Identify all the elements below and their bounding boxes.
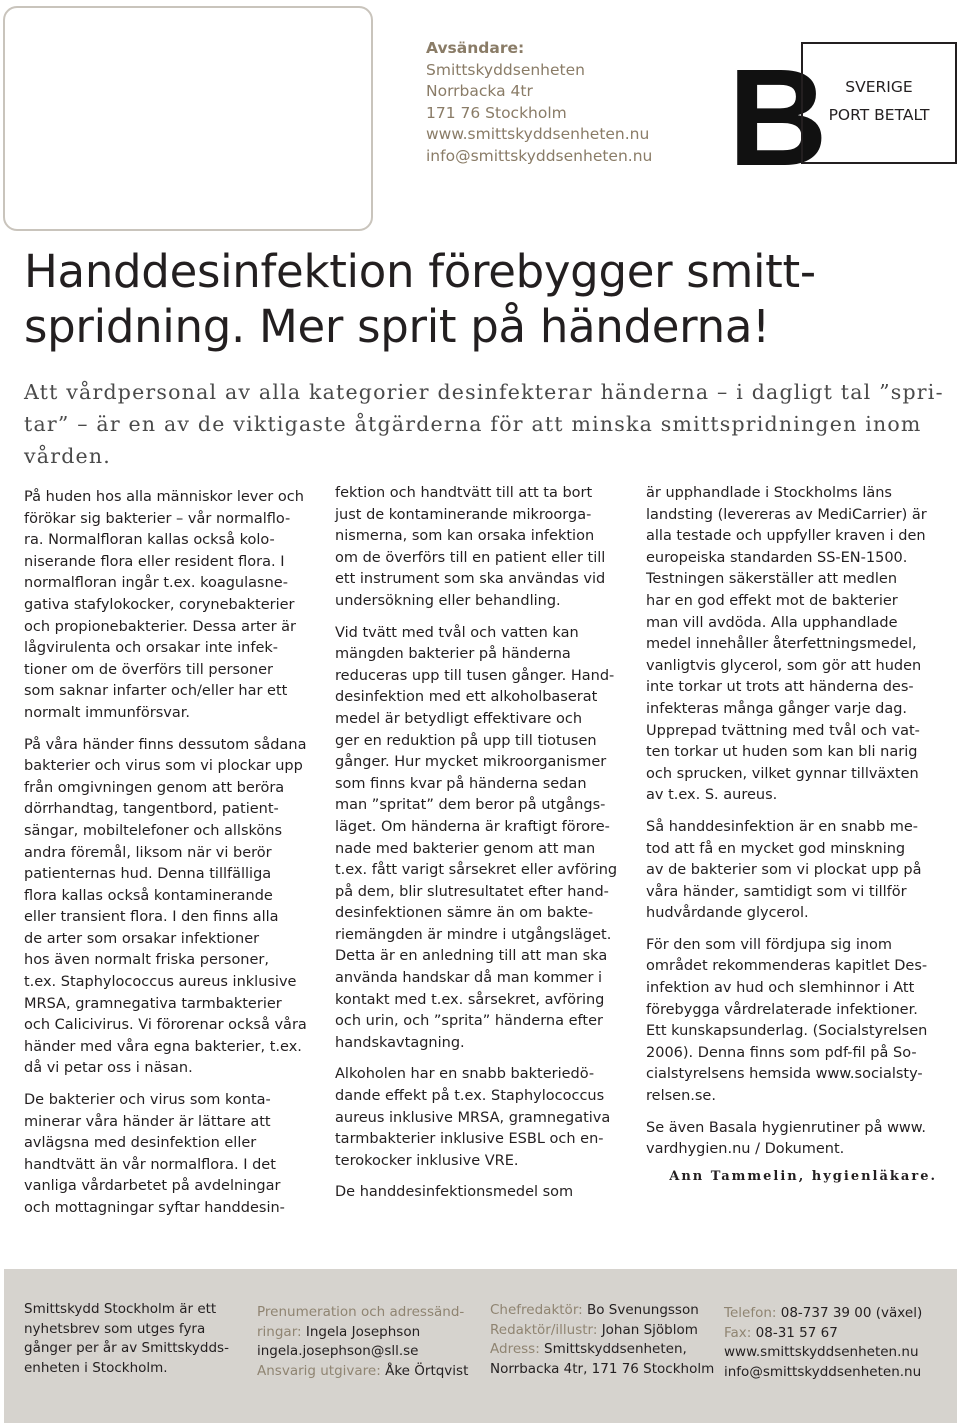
footer-about-line: Smittskydd Stockholm är ett: [24, 1301, 217, 1317]
editor-label: Redaktör/illustr:: [490, 1321, 598, 1338]
text-line: från omgivningen genom att beröra: [24, 779, 285, 796]
text-line: Alkoholen har en snabb bakteriedö-: [335, 1066, 595, 1083]
text-line: kontakt med t.ex. sårsekret, avföring: [335, 991, 605, 1008]
subscription-email[interactable]: ingela.josephson@sll.se: [257, 1343, 419, 1359]
text-line: och Calicivirus. Vi förorenar också våra: [24, 1017, 307, 1034]
footer-about-line: enheten i Stockholm.: [24, 1359, 168, 1376]
postage-paid: PORT BETALT: [828, 106, 930, 124]
address-label-box: [3, 6, 373, 231]
text-line: Upprepad tvättning med tvål och vat-: [646, 722, 920, 739]
text-line: handskavtagning.: [335, 1034, 465, 1051]
text-line: av t.ex. S. aureus.: [646, 787, 778, 804]
text-line: tioner om de överförs till personer: [24, 661, 274, 678]
paragraph-gap: [335, 613, 617, 623]
text-line: de arter som orsakar infektioner: [24, 930, 260, 947]
text-line: om de överförs till en patient eller till: [335, 549, 606, 566]
text-line: andra föremål, liksom när vi berör: [24, 844, 272, 861]
paragraph-gap: [24, 1080, 307, 1090]
chief-editor-name: Bo Svenungsson: [586, 1302, 699, 1318]
footer-about: [24, 1300, 229, 1378]
text-line: av de bakterier som vi plockat upp på: [646, 862, 922, 879]
text-line: tod att få en mycket god minskning: [646, 840, 906, 857]
footer-editors: [490, 1301, 714, 1379]
phone-number: 08-737 39 00 (växel): [780, 1305, 923, 1321]
lead-line: vården.: [24, 444, 111, 468]
text-line: ten torkar ut huden som kan bli narig: [646, 744, 918, 761]
text-line: nismerna, som kan orsaka infektion: [335, 528, 595, 545]
text-line: Så handdesinfektion är en snabb me-: [646, 818, 918, 835]
text-line: händer med våra egna bakterier, t.ex.: [24, 1038, 302, 1055]
text-line: som finns kvar på händerna sedan: [335, 775, 587, 792]
text-line: inte torkar ut trots att händerna des-: [646, 679, 914, 696]
paragraph: [24, 735, 307, 1081]
text-line: nade med bakterier genom att man: [335, 840, 596, 857]
sender-heading: Avsändare:: [426, 39, 525, 57]
text-line: t.ex. fått varigt sårsekret eller avföring: [335, 862, 618, 879]
text-line: aureus inklusive MRSA, gramnegativa: [335, 1109, 611, 1126]
author-signature: Ann Tammelin, hygienläkare.: [669, 1169, 937, 1184]
headline-line: Handdesinfektion förebygger smitt-: [24, 245, 816, 298]
sender-line: 171 76 Stockholm: [426, 103, 567, 122]
text-line: Detta är en anledning till att man ska: [335, 948, 608, 965]
address-line: Smittskyddsenheten,: [544, 1341, 687, 1357]
paragraph: [646, 817, 927, 925]
text-line: medel innehåller återfettningsmedel,: [646, 636, 917, 653]
text-line: niserande flora eller resident flora. I: [24, 553, 285, 570]
paragraph: [24, 1090, 307, 1220]
text-line: och urin, och ”sprita” händerna efter: [335, 1013, 603, 1030]
chief-editor-label: Chefredaktör:: [490, 1302, 583, 1318]
text-line: De bakterier och virus som konta-: [24, 1092, 271, 1109]
text-line: normalt immunförsvar.: [24, 704, 190, 721]
postage-country: SVERIGE: [845, 78, 913, 96]
text-line: desinfektionen sämre än om bakte-: [335, 905, 594, 922]
text-line: På huden hos alla människor lever och: [24, 489, 304, 505]
headline-line: spridning. Mer sprit på händerna!: [24, 300, 770, 353]
text-line: patienternas hud. Denna tillfälliga: [24, 866, 272, 883]
paragraph-gap: [24, 725, 307, 735]
text-line: alla testade och uppfyller kraven i den: [646, 528, 926, 545]
article-lead: [24, 376, 944, 472]
text-line: vardhygien.nu / Dokument.: [646, 1141, 845, 1158]
text-line: ger en reduktion på upp till tiotusen: [335, 732, 597, 749]
article-headline: [24, 244, 944, 354]
paragraph: [335, 1182, 617, 1204]
paragraph: [646, 935, 927, 1108]
text-line: vanligtvis glycerol, som gör att huden: [646, 657, 922, 674]
text-line: infekteras många gånger varje dag.: [646, 700, 908, 717]
postage-class-letter: B: [728, 41, 826, 195]
text-line: handtvätt än vår normalflora. I det: [24, 1156, 276, 1173]
paragraph: [646, 1118, 927, 1161]
lead-line: tar” – är en av de viktigaste åtgärderna för att minska smittspridningen inom: [24, 412, 922, 436]
text-line: ett instrument som ska användas vid: [335, 571, 606, 588]
text-line: normalfloran ingår t.ex. koagulasne-: [24, 575, 288, 592]
text-line: På våra händer finns dessutom sådana: [24, 736, 307, 753]
text-line: MRSA, gramnegativa tarmbakterier: [24, 995, 282, 1012]
text-line: just de kontaminerande mikroorga-: [335, 506, 592, 523]
paragraph-gap: [646, 807, 927, 817]
text-line: Vid tvätt med tvål och vatten kan: [335, 624, 579, 641]
sender-line: Smittskyddsenheten: [426, 60, 585, 79]
footer-subscription: [257, 1303, 468, 1381]
fax-label: Fax:: [724, 1324, 752, 1341]
text-line: medel är betydligt effektivare och: [335, 710, 583, 727]
address-label: Adress:: [490, 1341, 540, 1357]
text-line: då vi petar oss i näsan.: [24, 1060, 193, 1077]
subscription-label: Prenumeration och adressänd-: [257, 1304, 465, 1320]
text-line: och mottagningar syftar handdesin-: [24, 1200, 285, 1216]
text-line: gativa stafylokocker, corynebakterier: [24, 596, 295, 613]
footer-about-line: nyhetsbrev som utges fyra: [24, 1320, 206, 1337]
text-line: europeiska standarden SS-EN-1500.: [646, 549, 908, 566]
text-line: lågvirulenta och orsakar inte infek-: [24, 640, 279, 657]
text-line: minerar våra händer är lättare att: [24, 1113, 271, 1130]
text-line: och propionebakterier. Dessa arter är: [24, 618, 296, 635]
body-column-3: [646, 483, 927, 1161]
postage-stamp-box: [801, 42, 957, 164]
text-line: Se även Basala hygienrutiner på www.: [646, 1119, 926, 1136]
text-line: hos även normalt friska personer,: [24, 952, 269, 969]
text-line: terokocker inklusive VRE.: [335, 1152, 519, 1169]
text-line: man vill avdöda. Alla upphandlade: [646, 614, 898, 631]
paragraph: [335, 1064, 617, 1172]
text-line: eller transient flora. I den finns alla: [24, 909, 279, 926]
text-line: cialstyrelsens hemsida www.socialsty-: [646, 1066, 923, 1083]
text-line: landsting (levereras av MediCarrier) är: [646, 506, 927, 523]
text-line: ra. Normalfloran kallas också kolo-: [24, 532, 275, 549]
text-line: på dem, blir slutresultatet efter hand-: [335, 883, 609, 900]
text-line: bakterier och virus som vi plockar upp: [24, 758, 303, 775]
subscription-contact: Ingela Josephson: [305, 1323, 421, 1340]
publisher-name: Åke Örtqvist: [385, 1362, 469, 1379]
text-line: 2006). Denna finns som pdf-fil på So-: [646, 1044, 917, 1061]
footer-contact: [724, 1304, 922, 1382]
text-line: De handdesinfektionsmedel som: [335, 1184, 574, 1201]
editor-name: Johan Sjöblom: [601, 1321, 698, 1338]
text-line: och sprucken, vilket gynnar tillväxten: [646, 765, 919, 782]
lead-line: Att vårdpersonal av alla kategorier desinfekterar händerna – i dagligt tal ”spri-: [24, 380, 944, 404]
text-line: har en god effekt mot de bakterier: [646, 592, 898, 609]
text-line: relsen.se.: [646, 1088, 716, 1105]
body-column-1: [24, 487, 307, 1220]
text-line: flora kallas också kontaminerande: [24, 887, 273, 904]
paragraph-gap: [335, 1054, 617, 1064]
text-line: infektion av hud och slemhinnor i Att: [646, 980, 915, 997]
text-line: avlägsna med desinfektion eller: [24, 1135, 257, 1152]
paragraph: [335, 483, 617, 613]
text-line: förebygga vårdrelaterade infektioner.: [646, 1001, 918, 1018]
text-line: gånger. Hur mycket mikroorganismer: [335, 754, 607, 771]
text-line: tarmbakterier inklusive ESBL och en-: [335, 1131, 604, 1148]
subscription-label-cont: ringar:: [257, 1323, 302, 1340]
paragraph: [646, 483, 927, 807]
text-line: dande effekt på t.ex. Staphylococcus: [335, 1088, 605, 1105]
publisher-label: Ansvarig utgivare:: [257, 1362, 381, 1379]
text-line: För den som vill fördjupa sig inom: [646, 936, 893, 953]
text-line: undersökning eller behandling.: [335, 592, 561, 609]
text-line: är upphandlade i Stockholms läns: [646, 485, 892, 501]
text-line: som saknar infarter och/eller har ett: [24, 683, 288, 700]
text-line: dörrhandtag, tangentbord, patient-: [24, 801, 279, 818]
body-column-2: [335, 483, 617, 1204]
text-line: man ”spritat” dem beror på utgångs-: [335, 797, 606, 814]
text-line: använda handskar då man kommer i: [335, 970, 603, 987]
text-line: våra händer, samtidigt som vi tillför: [646, 883, 907, 900]
paragraph: [24, 487, 307, 725]
sender-block: [426, 38, 652, 167]
text-line: reduceras upp till tusen gånger. Hand-: [335, 667, 615, 684]
text-line: Testningen säkerställer att medlen: [646, 571, 898, 588]
text-line: läget. Om händerna är kraftigt förore-: [335, 818, 610, 835]
text-line: mängden bakterier på händerna: [335, 646, 571, 663]
text-line: hudvårdande glycerol.: [646, 905, 809, 922]
paragraph-gap: [646, 925, 927, 935]
phone-label: Telefon:: [724, 1305, 777, 1321]
sender-email[interactable]: info@smittskyddsenheten.nu: [426, 146, 653, 165]
paragraph-gap: [646, 1108, 927, 1118]
text-line: förökar sig bakterier – vår normalflo-: [24, 510, 291, 527]
address-line: Norrbacka 4tr, 171 76 Stockholm: [490, 1360, 715, 1377]
text-line: vanliga vårdarbetet på avdelningar: [24, 1178, 281, 1195]
text-line: riemängden är mindre i utgångsläget.: [335, 926, 612, 943]
text-line: Ett kunskapsunderlag. (Socialstyrelsen: [646, 1023, 928, 1040]
text-line: området rekommenderas kapitlet Des-: [646, 958, 928, 975]
text-line: desinfektion med ett alkoholbaserat: [335, 689, 598, 706]
sender-website[interactable]: www.smittskyddsenheten.nu: [426, 125, 650, 143]
text-line: t.ex. Staphylococcus aureus inklusive: [24, 974, 297, 991]
paragraph-gap: [335, 1172, 617, 1182]
text-line: sängar, mobiltelefoner och allsköns: [24, 822, 283, 839]
text-line: fektion och handtvätt till att ta bort: [335, 485, 593, 501]
footer-website[interactable]: www.smittskyddsenheten.nu: [724, 1344, 919, 1360]
paragraph: [335, 623, 617, 1055]
footer-email[interactable]: info@smittskyddsenheten.nu: [724, 1363, 922, 1380]
fax-number: 08-31 57 67: [755, 1324, 838, 1341]
footer-about-line: gånger per år av Smittskydds-: [24, 1340, 229, 1356]
sender-line: Norrbacka 4tr: [426, 82, 533, 100]
